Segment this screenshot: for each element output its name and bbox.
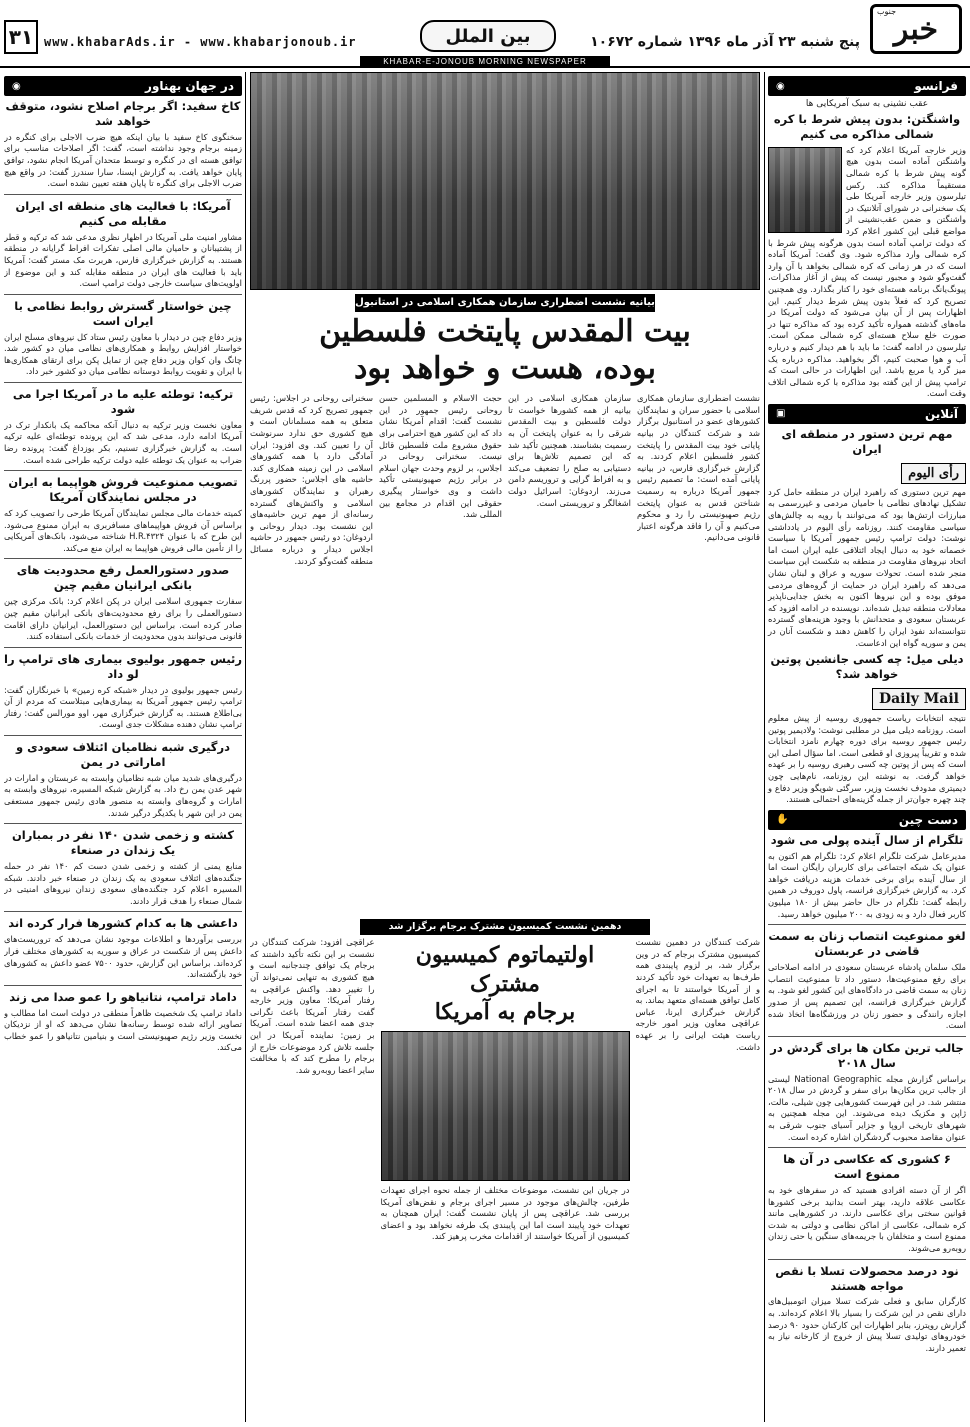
news-brief-headline: درگیری شبه نظامیان ائتلاف سعودی و اماراتی در یمن xyxy=(15,739,231,769)
main-body-column: حجت الاسلام و المسلمین حسن روحانی رئیس جمهور در این نشست گفت: اقدام آمریکا نشان داد که این کشور هیچ احترامی برای حقوق مشروع ملت فلسطین قائل نیست. سخنرانی روحانی در اجلاس، بر لزوم وحدت جهان اسلام در برابر رژیم صهیونیستی تأکید داشت و وی خواستار پیگیری حقوقی این اقدام در مجامع بین المللی شد. xyxy=(379,393,502,520)
news-brief-headline: چین خواستار گسترش روابط نظامی با ایران است xyxy=(14,298,232,328)
article-headline: نود درصد محصولات تسلا با نقص مواجه هستند xyxy=(775,1263,959,1293)
divider xyxy=(4,194,242,195)
commission-meeting-photo xyxy=(381,1031,630,1181)
secondary-feature xyxy=(381,937,630,1422)
divider xyxy=(768,1036,966,1037)
news-brief xyxy=(4,387,242,466)
article-headline: مهم ترین دستور در منطقه ای ایران xyxy=(781,426,953,456)
divider xyxy=(768,924,966,925)
news-brief-headline: کاخ سفید: اگر برجام اصلاح نشود، متوقف خواهد شد xyxy=(5,99,241,128)
issue-date-line: پنج شنبه ۲۳ آذر ماه ۱۳۹۶ شماره ۱۰۶۷۲ xyxy=(590,34,860,50)
news-brief xyxy=(4,916,242,980)
globe-icon: ◉ xyxy=(12,80,21,92)
news-brief xyxy=(4,563,242,642)
divider xyxy=(768,1259,966,1260)
secondary-article-kicker: دهمین نشست کمیسیون مشترک برجام برگزار شد xyxy=(360,919,650,935)
divider xyxy=(4,985,242,986)
monitor-icon: ▣ xyxy=(776,408,786,420)
article-body: براساس گزارش مجله National Geographic لیستی از جالب ترین مکان‌ها برای سفر و گردش در سال ۲۰۱۸ منتشر شد. در این فهرست کشورهایی چون شیلی، مالت، ژاپن و مکزیک دیده می‌شوند. این مجله همچنین به شهرهای تاریخی اروپا و جزایر آسیای جنوب شرقی به عنوان مقاصد محبوب گردشگران اشاره کرده است. xyxy=(768,1073,966,1142)
main-headline xyxy=(250,314,760,387)
divider xyxy=(4,382,242,383)
article-body: وزیر خارجه آمریکا اعلام کرد که واشنگتن آماده است بدون هیچ گونه پیش شرط با کره شمالی مستقیماً مذاکره کند. رکس تیلرسون وزیر خارجه آمریکا طی یک سخنرانی در شورای آتلانتیک در واشنگتن و ضمن عقب‌نشینی از مواضع قبلی این کشور اعلام کرد که دولت ترامپ آماده است بدون هرگونه پیش شرط با کره شمالی وارد مذاکره شود. وی گفت: آمریکا آماده است که در هر زمانی که کره شمالی بخواهد با آن وارد گفت‌وگو شود و مجبور نیست که پیش از آغاز مذاکرات، پیونگ‌یانگ برنامه هسته‌ای خود را کنار بگذارد. وی همچنین تصریح کرد که فعلاً بدون پیش شرط دیدار کنیم. این اظهارات پس از آن بیان می‌شود که دولت آمریکا در ماه‌های گذشته همواره تأکید کرده بود که مذاکره تنها در صورت خلع سلاح هسته‌ای کره شمالی ممکن است. تیلرسون در ادامه گفت: ما باید با هم دیدار کنیم و درباره آب و هوا صحبت کنیم، اگر بخواهید. مذاکره درباره یک میز گرد یا مربع باشد. این اظهارات در حالی است که ترامپ پیش از این گفته بود مذاکره با کره شمالی اتلاف وقت است. xyxy=(768,144,966,399)
logo-text: خبر xyxy=(893,11,939,47)
news-brief-body: بررسی برآوردها و اطلاعات موجود نشان می‌دهد که تروریست‌های داعش پس از شکست در عراق و سوریه به کشورهای مختلف فرار کرده‌اند. براساس این گزارش، حدود ۷۵۰۰ عضو داعش به کشورهای خود بازگشته‌اند. xyxy=(4,934,242,980)
summit-group-photo xyxy=(250,72,760,290)
page-number: ۳۱ xyxy=(4,20,38,54)
main-body-column: نشست اضطراری سازمان همکاری اسلامی با حضور سران و نمایندگان کشورهای عضو در استانبول برگزار شد و شرکت کنندگان در بیانیه پایانی خود بیت المقدس را پایتخت کشور فلسطین اعلام کردند. به گزارش خبرگزاری فارس، در بیانیه پایانی آمده است: ما تصمیم رئیس جمهور آمریکا درباره به رسمیت شناختن قدس به عنوان پایتخت رژیم صهیونیستی را رد و محکوم می‌کنیم و آن را فاقد هرگونه اعتبار قانونی می‌دانیم. xyxy=(637,393,760,543)
news-brief-body: سفارت جمهوری اسلامی ایران در پکن اعلام کرد: بانک مرکزی چین دستورالعملی را برای رفع محدودیت‌های بانکی ایرانیان مقیم چین صادر کرده است. براساس این دستورالعمل، ایرانیان دارای اقامت قانونی می‌توانند بدون محدودیت از خدمات بانکی استفاده کنند. xyxy=(4,596,242,642)
logo-sub-text: جنوب xyxy=(877,7,897,16)
main-article-kicker: بیانیه نشست اضطراری سازمان همکاری اسلامی در استانبول xyxy=(355,294,655,312)
news-brief-headline: آمریکا: با فعالیت های منطقه ای ایران مقابله می کنیم xyxy=(15,198,231,228)
secondary-headline-line-2: برجام به آمریکا xyxy=(434,999,576,1026)
article-headline: دیلی میل: چه کسی جانشین پوتین خواهد شد؟ xyxy=(770,652,964,682)
news-brief-headline: تصویب ممنوعیت فروش هواپیما به ایران در مجلس نمایندگان آمریکا xyxy=(8,475,238,505)
article-headline: لغو ممنوعیت انتصاب زنان به سمت قاضی در عربستان xyxy=(768,929,966,959)
news-brief-headline: صدور دستورالعمل رفع محدودیت های بانکی ایرانیان مقیم چین xyxy=(16,563,230,593)
source-logo-daily-mail: Daily Mail xyxy=(872,688,966,710)
news-brief-body: داماد ترامپ یک شخصیت ظاهراً منطقی در دولت است اما مطالب و تصاویر ارائه شده توسط رسانه‌ها نشان می‌دهد که او از نزدیکان نخست وزیر رژیم صهیونیستی است و بنیامین نتانیاهو را عمو خطاب می‌کند. xyxy=(4,1007,242,1053)
news-brief xyxy=(4,652,242,731)
news-brief-body: سخنگوی کاخ سفید با بیان اینکه هیچ ضرب الاجلی برای کنگره در زمینه برجام وجود نداشته است، گفت: اگر اصلاحات مناسب برای توافق هسته ای در کنگره و توسط متحدان آمریکا انجام نشود، توافق پایان خواهد یافت. به گزارش ایسنا، سارا سندرز گفت: در واقع هیچ ضرب الاجلی برای کنگره تا پایان هفته تعیین نشده است. xyxy=(4,131,242,189)
article-body: اگر از آن دسته افرادی هستید که در سفرهای خود به عکاسی علاقه دارید، بهتر است بدانید برخی کشورها قوانین سختی برای عکاسی دارند. در کشورهایی مانند کره شمالی، عکاسی از اماکن نظامی و دولتی به شدت ممنوع است و متخلفان با جریمه‌های سنگین یا حتی زندان روبه‌رو می‌شوند. xyxy=(768,1185,966,1253)
main-body-column: سازمان همکاری اسلامی در این بیانیه از همه کشورها خواست تا دولت فلسطین و بیت المقدس شرقی را به عنوان پایتخت آن به رسمیت بشناسند. همچنین تأکید شد که این تصمیم تلاش‌ها برای دستیابی به صلح را تضعیف می‌کند و به افراط گرایی و تروریسم دامن می‌زند. اردوغان: اسرائیل دولت اشغالگر و تروریستی است. xyxy=(508,393,631,508)
news-brief-headline: داعشی ها به کدام کشورها فرار کرده اند xyxy=(8,916,238,931)
news-brief xyxy=(4,990,242,1054)
divider xyxy=(4,823,242,824)
section-tag-china xyxy=(768,810,966,830)
article-body: مدیرعامل شرکت تلگرام اعلام کرد: تلگرام هم اکنون به عنوان یک شبکه اجتماعی برای کاربران رایگان است اما از سال آینده برای برخی خدمات هزینه دریافت خواهد کرد. به گزارش خبرگزاری فرانسه، پاول دوروف در همین رابطه گفت: تلگرام در حال حاضر بیش از ۱۸۰ میلیون کاربر فعال دارد و به زودی به ۲۰۰ میلیون خواهد رسید. xyxy=(768,850,966,919)
news-brief xyxy=(4,475,242,554)
news-brief-headline: کشته و زخمی شدن ۱۴۰ نفر در بمباران یک زندان در صنعاء xyxy=(11,828,234,858)
main-headline-line-1: بیت المقدس پایتخت فلسطین xyxy=(319,314,691,349)
news-brief-body: درگیری‌های شدید میان شبه نظامیان وابسته به عربستان و امارات در شهر عدن یمن رخ داد. به گزارش شبکه المسیره، نیروهای وابسته به امارات و گروه‌های وابسته به منصور هادی رئیس جمهور مستعفی یمن در این شهر با یکدیگر درگیر شدند. xyxy=(4,772,242,818)
article-headline: جالب ترین مکان ها برای گردش در سال ۲۰۱۸ xyxy=(770,1040,964,1070)
globe-icon: ◉ xyxy=(776,80,785,92)
secondary-article xyxy=(250,937,760,1422)
article-headline: ۶ کشوری که عکاسی در آن ها ممنوع است xyxy=(783,1152,951,1182)
section-tag-label: آنلاین xyxy=(924,406,958,421)
left-column xyxy=(4,72,246,1422)
secondary-body-column: عراقچی افزود: شرکت کنندگان در نشست بر این نکته تأکید داشتند که برجام یک توافق چندجانبه است و هیچ کشوری به تنهایی نمی‌تواند آن را تغییر دهد. واکنش عراقچی به رفتار آمریکا: معاون وزیر خارجه گفت رفتار آمریکا باعث نگرانی جدی همه اعضا شده است. آمریکا بر زمین: نماینده آمریکا در این جلسه تلاش کرد موضوعات خارج از برجام را مطرح کند که با مخالفت سایر اعضا روبه‌رو شد. xyxy=(250,937,375,1075)
article-body: کارگران سابق و فعلی شرکت تسلا میزان اتومبیل‌های دارای نقص در این شرکت را بسیار بالا اعلام کرده‌اند. به گزارش رویترز، بنابر اظهارات این کارکنان حدود ۹۰ درصد خودروهای تولیدی تسلا پیش از خروج از کارخانه نیاز به تعمیر دارند. xyxy=(768,1296,966,1353)
divider xyxy=(4,558,242,559)
divider xyxy=(4,647,242,648)
masthead xyxy=(0,0,970,68)
article-body: مهم ترین دستوری که راهبرد ایران در منطقه حامل کرد تشکیل نهادهای نظامی با حامیان مردمی و غیررسمی به مبارزات ارتش‌ها بود که می‌توانند با رویه به چالش‌های سیاسی مقاومت کنند. روزنامه رأی الیوم در یادداشتی نوشت: دولت ترامپ رئیس جمهور آمریکا با سیاست خصمانه خود به دنبال ایجاد ائتلافی علیه ایران است اما اتحاد نیروهای مقاومت در منطقه به شکست این سیاست منجر شده است. تحولات سوریه و عراق و لبنان نشان می‌دهد که راهبرد ایران در حمایت از گروه‌های مردمی موفق بوده و این نیروها اکنون به بخش جدایی‌ناپذیر معادلات منطقه تبدیل شده‌اند. نویسنده در ادامه افزود که عربستان سعودی و متحدانش با وجود هزینه‌های گسترده نتوانسته‌اند نفوذ ایران را کاهش دهند و شکست آنان در یمن و سوریه گواه این ادعاست. xyxy=(768,486,966,648)
news-brief-body: مشاور امنیت ملی آمریکا در اظهار نظری مدعی شد که ترکیه و قطر از پشتیبانان و حامیان مالی اصلی تفکرات افراط گرایانه در منطقه هستند. به گزارش خبرگزاری فارس، هربرت مک مستر گفت: آمریکا باید با فعالیت های ایران در منطقه مقابله کند و این موضوع از اولویت‌های سیاست خارجی دولت ترامپ است. xyxy=(4,231,242,289)
secondary-body-column: شرکت کنندگان در دهمین نشست کمیسیون مشترک برجام که در وین برگزار شد، بر لزوم پایبندی همه طرف‌ها به تعهدات خود تأکید کردند و از آمریکا خواستند تا به اجرای کامل توافق هسته‌ای متعهد بماند. به گزارش خبرگزاری ایرنا، عباس عراقچی معاون وزیر امور خارجه ریاست هیئت ایرانی را بر عهده داشت. xyxy=(635,937,760,1052)
main-headline-line-2: بوده، هست و خواهد بود xyxy=(353,350,657,386)
main-body-column: سخنرانی روحانی در اجلاس: رئیس جمهور تصریح کرد که قدس شریف متعلق به همه مسلمانان است و هیچ کشوری حق ندارد سرنوشت آن را تعیین کند. وی افزود: ایران آمادگی دارد با همه کشورهای اسلامی در این زمینه همکاری کند. حاشیه های اجلاس: حضور پررنگ رهبران و نمایندگان کشورهای اسلامی و واکنش‌های گسترده رسانه‌ای از مهم ترین حاشیه‌های این نشست بود. دیدار روحانی و اردوغان: دو رئیس جمهور در حاشیه اجلاس دیدار و درباره مسائل منطقه گفت‌وگو کردند. xyxy=(250,393,373,566)
divider xyxy=(4,470,242,471)
source-logo-rai-alyoum: رأی الیوم xyxy=(901,463,966,484)
divider xyxy=(768,1147,966,1148)
tillerson-portrait-photo xyxy=(768,147,842,233)
news-brief-headline: رئیس جمهور بولیوی بیماری های ترامپ را لو داد xyxy=(4,651,242,681)
article-kicker: عقب نشینی به سبک آمریکایی ها xyxy=(805,99,929,109)
news-brief xyxy=(4,828,242,907)
section-tag-label: در جهان بهناور xyxy=(145,79,234,93)
section-tag-france xyxy=(768,76,966,96)
news-brief-body: معاون نخست وزیر ترکیه به دنبال آنکه محاکمه یک بانکدار ترک در آمریکا ادامه دارد، مدعی شد که این پرونده توطئه‌ای علیه ترکیه است. به گزارش خبرگزاری تسنیم، بکر بوزداغ گفت: پرونده رضا ضراب به عنوان یک توطئه علیه دولت ترکیه طراحی شده است. xyxy=(4,419,242,465)
article-headline: واشنگتن: بدون پیش شرط با کره شمالی مذاکره می کنیم xyxy=(773,112,961,141)
news-brief-body: رئیس جمهور بولیوی در دیدار «شبکه کره زمین» با خبرنگاران گفت: ترامپ رئیس جمهور آمریکا به بیماری‌هایی مبتلاست که مردم از آن بی‌اطلاع هستند. به گزارش خبرگزاری مهر، اوو مورالس گفت: رفتار ترامپ نشان دهنده مشکلات جدی اوست. xyxy=(4,684,242,730)
divider xyxy=(4,911,242,912)
section-tag-world xyxy=(4,76,242,96)
divider xyxy=(4,294,242,295)
article-headline: تلگرام از سال آینده پولی می شود xyxy=(770,832,964,847)
news-brief-body: وزیر دفاع چین در دیدار با معاون رئیس ستاد کل نیروهای مسلح ایران خواستار افزایش روابط و همکاری‌های نظامی میان دو کشور شد. چانگ وان کوان وزیر دفاع چین از تمایل پکن برای ارتقای همکاری‌ها با ایران و تقویت روابط دوستانه نظامی میان دو کشور خبر داد. xyxy=(4,331,242,377)
section-tag-label: فرانسو xyxy=(914,79,958,93)
english-banner: KHABAR-E-JONOUB MORNING NEWSPAPER xyxy=(360,56,610,68)
section-tag-label: دست چین xyxy=(898,812,958,827)
article-body: ملک سلمان پادشاه عربستان سعودی در ادامه اصلاحاتی برای رفع ممنوعیت‌ها، دستور داد تا ممنوعیت انتصاب زنان به سمت قاضی در دادگاه‌های این کشور لغو شود. به گزارش خبرگزاری فرانسه، این تصمیم پس از صدور اجازه رانندگی و حضور زنان در ورزشگاه‌ها اتخاذ شده است. xyxy=(768,962,966,1031)
secondary-body-column: در جریان این نشست، موضوعات مختلف از جمله نحوه اجرای تعهدات طرفین، چالش‌های موجود در مسیر اجرای برجام و نقض‌های آمریکا بررسی شد. عراقچی پس از پایان نشست گفت: ایران همچنان به تعهدات خود پایبند است اما این پایبندی یک طرفه نخواهد بود و اعضای کمیسیون از آمریکا خواستند از اقدامات مخرب پرهیز کند. xyxy=(380,1184,630,1242)
section-title: بین الملل xyxy=(420,20,556,52)
right-column xyxy=(764,72,966,1422)
news-brief-headline: داماد ترامپ، نتانیاهو را عمو صدا می زند xyxy=(9,989,237,1004)
secondary-headline-line-1: اولتیماتوم کمیسیون مشترک xyxy=(415,942,595,997)
news-brief-body: منابع یمنی از کشته و زخمی شدن دست کم ۱۴۰ نفر در حمله جنگنده‌های ائتلاف سعودی به یک زندان در صنعاء خبر دادند. شبکه المسیره اعلام کرد جنگنده‌های سعودی زندان نیروهای امنیتی در شمال صنعاء را هدف قرار دادند. xyxy=(4,861,242,906)
hand-icon: ✋ xyxy=(776,814,789,826)
news-brief-headline: ترکیه: توطئه علیه ما در آمریکا اجرا می شود xyxy=(12,386,234,416)
divider xyxy=(4,735,242,736)
news-brief-list xyxy=(4,99,242,1054)
secondary-headline xyxy=(381,941,630,1027)
center-column xyxy=(250,72,760,1422)
article-body: نتیجه انتخابات ریاست جمهوری روسیه از پیش معلوم است. روزنامه دیلی میل در مطلبی نوشت: ولادیمیر پوتین رئیس جمهور روسیه برای دوره چهارم نامزد انتخابات شده و تقریباً پیروزی او قطعی است. اما سؤال اصلی این است که پس از پوتین چه کسی رهبری روسیه را بر عهده خواهد گرفت. به نوشته این روزنامه، نام‌هایی چون دیمیتری مدودف نخست وزیر، سرگئی شویگو وزیر دفاع و چند چهره جوان‌تر از جمله گزینه‌های احتمالی هستند. xyxy=(768,713,966,805)
newspaper-logo xyxy=(870,4,962,54)
news-brief-body: کمیته خدمات مالی مجلس نمایندگان آمریکا طرحی را تصویب کرد که براساس آن فروش هواپیماهای مسافربری به ایران ممنوع می‌شود. این طرح که با عنوان H.R.۴۳۲۴ شناخته می‌شود، بانک‌های آمریکایی را از تأمین مالی فروش هواپیما به ایران منع می‌کند. xyxy=(4,508,242,553)
website-urls: www.khabarAds.ir - www.khabarjonoub.ir xyxy=(44,35,357,49)
main-article-body xyxy=(250,393,760,913)
news-brief xyxy=(4,99,242,190)
news-brief xyxy=(4,740,242,819)
news-brief xyxy=(4,299,242,378)
section-tag-online xyxy=(768,404,966,424)
news-brief xyxy=(4,199,242,290)
